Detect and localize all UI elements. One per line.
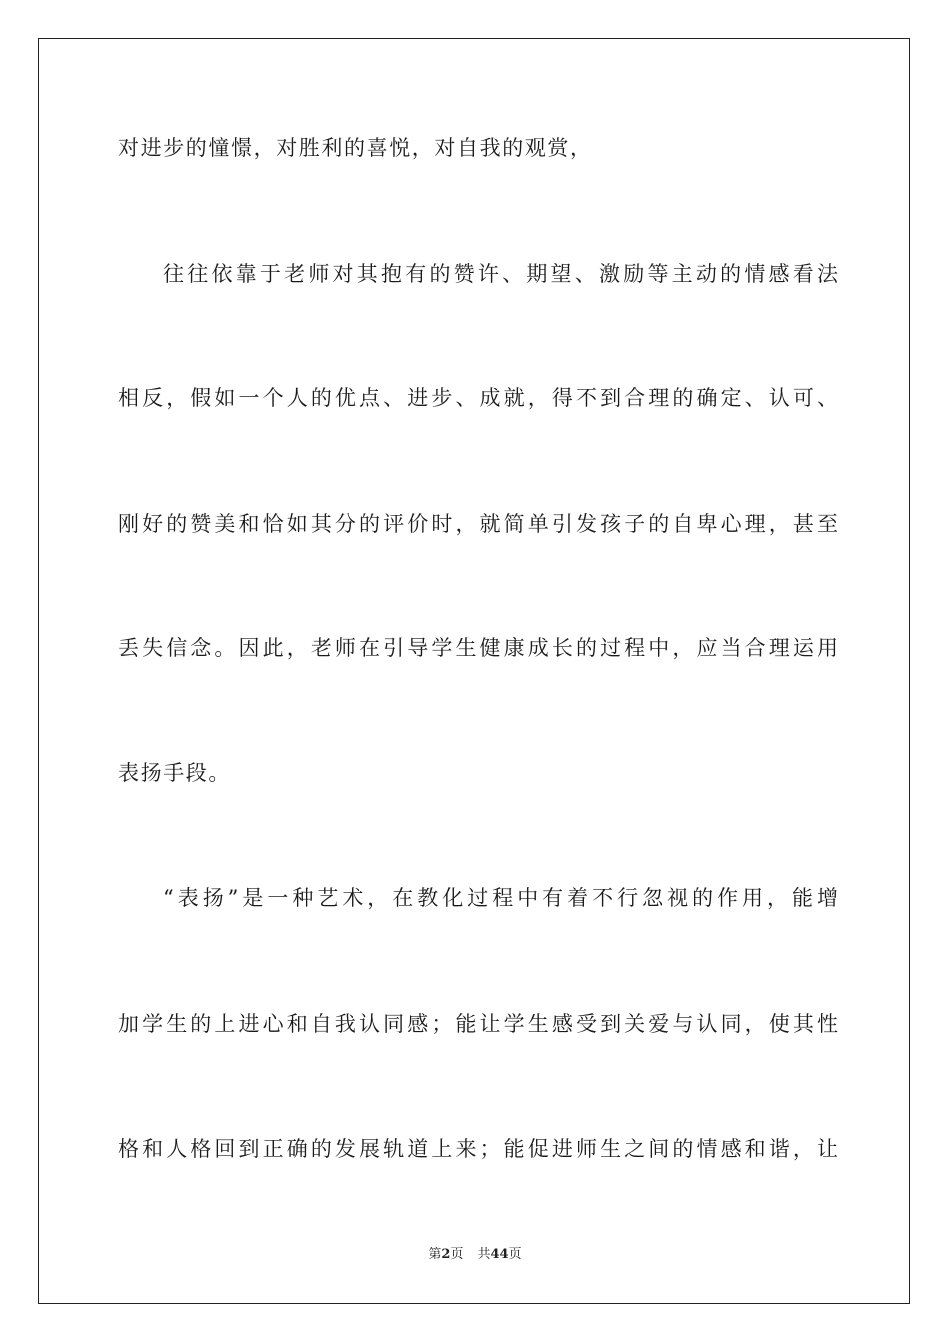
text-line: 表扬手段。 xyxy=(118,761,231,785)
page-prefix: 第 xyxy=(428,1247,442,1262)
page-suffix: 页 xyxy=(450,1247,464,1262)
text-line: 格和人格回到正确的发展轨道上来；能促进师生之间的情感和谐，让 xyxy=(118,1137,838,1161)
page-frame xyxy=(38,38,910,1304)
text-line: “表扬”是一种艺术，在教化过程中有着不行忽视的作用，能增 xyxy=(163,886,838,910)
text-line: 加学生的上进心和自我认同感；能让学生感受到关爱与认同，使其性 xyxy=(118,1012,838,1036)
text-line: 丢失信念。因此，老师在引导学生健康成长的过程中，应当合理运用 xyxy=(118,636,838,660)
text-line: 往往依靠于老师对其抱有的赞许、期望、激励等主动的情感看法 xyxy=(163,262,838,286)
total-prefix: 共 xyxy=(477,1247,491,1262)
page-number: 2 xyxy=(441,1247,451,1262)
text-line: 相反，假如一个人的优点、进步、成就，得不到合理的确定、认可、 xyxy=(118,386,838,410)
total-pages: 44 xyxy=(490,1247,509,1262)
text-line: 刚好的赞美和恰如其分的评价时，就简单引发孩子的自卑心理，甚至 xyxy=(118,512,838,536)
page-footer xyxy=(0,1246,950,1264)
text-line: 对进步的憧憬，对胜利的喜悦，对自我的观赏， xyxy=(118,136,593,160)
total-suffix: 页 xyxy=(508,1247,522,1262)
